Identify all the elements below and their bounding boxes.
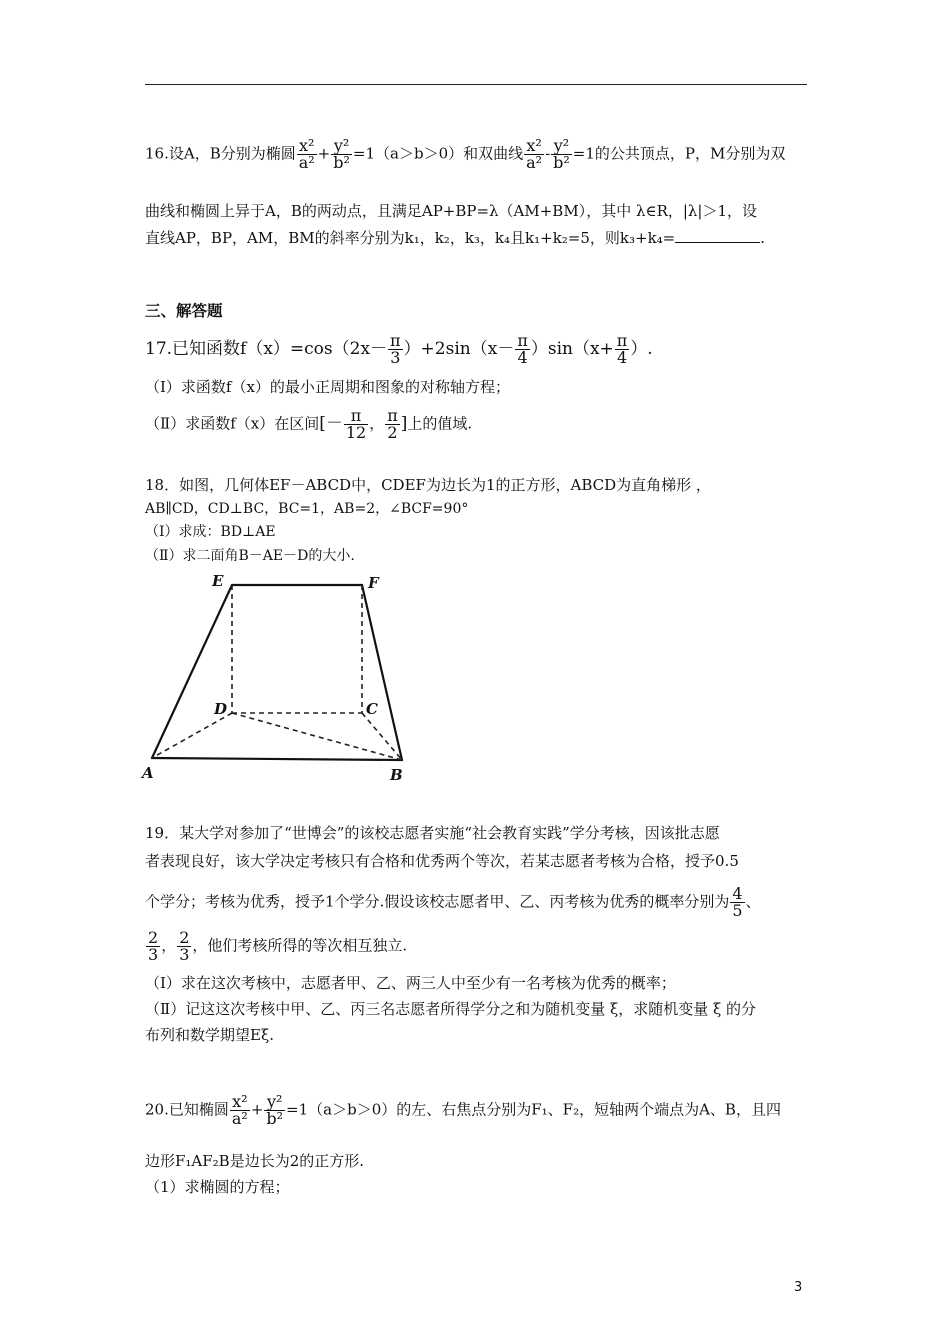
fraction: $\frac{\text{x²}}{\text{a²}}$ <box>298 136 315 172</box>
q19-line4: $\frac{2}{3}$ ， $\frac{2}{3}$ ，他们考核所得的等次相互独立. <box>148 928 408 964</box>
label-B: B <box>390 766 403 784</box>
q17-part2: （Ⅱ）求函数f（x）在区间[－ $\frac{\pi}{12}$ ， $\frac{\pi}{2}$ ]上的值域. <box>145 406 473 442</box>
q19-line3: 个学分；考核为优秀，授予1个学分.假设该校志愿者甲、乙、丙考核为优秀的概率分别为 $\frac{4}{5}$ 、 <box>145 884 761 920</box>
fraction: $\frac{\pi}{12}$ <box>345 406 367 442</box>
geometry-figure <box>140 572 420 791</box>
q17-stem: 17.已知函数f（x）=cos（2x－ $\frac{\pi}{3}$ ）+2sin（x－ $\frac{\pi}{4}$ ）sin（x+ $\frac{\pi}{4}$ ）. <box>145 331 653 367</box>
section-title: 三、解答题 <box>145 301 223 320</box>
edge-AB <box>152 758 402 760</box>
q19-part1: （Ⅰ）求在这次考核中，志愿者甲、乙、两三人中至少有一名考核为优秀的概率； <box>145 974 676 992</box>
q19-part2-line1: （Ⅱ）记这这次考核中甲、乙、丙三名志愿者所得学分之和为随机变量 ξ，求随机变量 ξ 的分 <box>145 1000 757 1018</box>
fraction: $\frac{\pi}{4}$ <box>517 331 528 367</box>
page-number: 3 <box>794 1280 803 1295</box>
q16-line2: 曲线和椭圆上异于A，B的两动点，且满足AP+BP=λ（AM+BM），其中 λ∈R，|λ|＞1，设 <box>145 202 758 220</box>
fraction: $\frac{\text{x²}}{\text{a²}}$ <box>231 1092 248 1128</box>
fraction: $\frac{\text{x²}}{\text{a²}}$ <box>526 136 543 172</box>
q17-part1: （Ⅰ）求函数f（x）的最小正周期和图象的对称轴方程； <box>145 378 510 396</box>
q19-part2-line2: 布列和数学期望Eξ. <box>145 1026 274 1044</box>
q16-line3: 直线AP，BP，AM，BM的斜率分别为k₁，k₂，k₃，k₄且k₁+k₂=5，则k₃+k₄= . <box>145 229 766 247</box>
q19-line1: 19．某大学对参加了“世博会”的该校志愿者实施“社会教育实践”学分考核，因该批志愿 <box>145 824 720 842</box>
fraction: $\frac{2}{3}$ <box>148 928 159 964</box>
q20-line1: 20.已知椭圆 $\frac{\text{x²}}{\text{a²}}$ + $\frac{\text{y²}}{\text{b²}}$ =1（a＞b＞0）的左、右焦点分别为F₁、F₂，短轴两个端点为A、B，且四 <box>145 1092 781 1128</box>
fraction: $\frac{\text{y²}}{\text{b²}}$ <box>266 1092 284 1128</box>
q20-line2: 边形F₁AF₂B是边长为2的正方形. <box>145 1152 365 1170</box>
label-D: D <box>214 700 228 718</box>
fraction: $\frac{2}{3}$ <box>179 928 190 964</box>
q18-line1: 18．如图，几何体EF－ABCD中，CDEF为边长为1的正方形，ABCD为直角梯形 ， <box>145 476 711 494</box>
q18-part1: （Ⅰ）求成：BD⊥AE <box>145 524 276 540</box>
label-C: C <box>366 700 378 718</box>
answer-blank <box>675 228 760 243</box>
fraction: $\frac{\pi}{3}$ <box>390 331 401 367</box>
label-A: A <box>142 764 154 782</box>
edge-FB <box>362 585 402 760</box>
vector-equation: AP+BP=λ（AM+BM） <box>421 202 587 220</box>
fraction: $\frac{\pi}{4}$ <box>616 331 628 367</box>
q16-line1: 16.设A，B分别为椭圆 $\frac{\text{x²}}{\text{a²}}$ + $\frac{\text{y²}}{\text{b²}}$ =1（a＞b＞0）和双曲线 $\frac{\text{x²}}{\text{a²}}$ - $\frac{\text{y²}}{\text{b²}}$ =1的公共顶点，P，M分别为双 <box>145 136 786 172</box>
q18-line2: AB∥CD，CD⊥BC，BC=1，AB=2，∠BCF=90° <box>145 501 469 517</box>
q20-part1: （1）求椭圆的方程； <box>145 1178 290 1196</box>
header-rule <box>145 84 807 85</box>
q19-line2: 者表现良好，该大学决定考核只有合格和优秀两个等次，若某志愿者考核为合格，授予0.5 <box>145 852 739 870</box>
fraction: $\frac{\text{y²}}{\text{b²}}$ <box>553 136 570 172</box>
fraction: $\frac{\pi}{2}$ <box>387 406 398 442</box>
q18-part2: （Ⅱ）求二面角B－AE－D的大小. <box>145 548 355 564</box>
label-F: F <box>368 574 379 592</box>
label-E: E <box>212 572 224 590</box>
edge-DA <box>152 713 232 758</box>
edge-EA <box>152 585 232 758</box>
edge-DB <box>232 713 402 760</box>
fraction: $\frac{4}{5}$ <box>732 884 743 920</box>
fraction: $\frac{\text{y²}}{\text{b²}}$ <box>333 136 350 172</box>
